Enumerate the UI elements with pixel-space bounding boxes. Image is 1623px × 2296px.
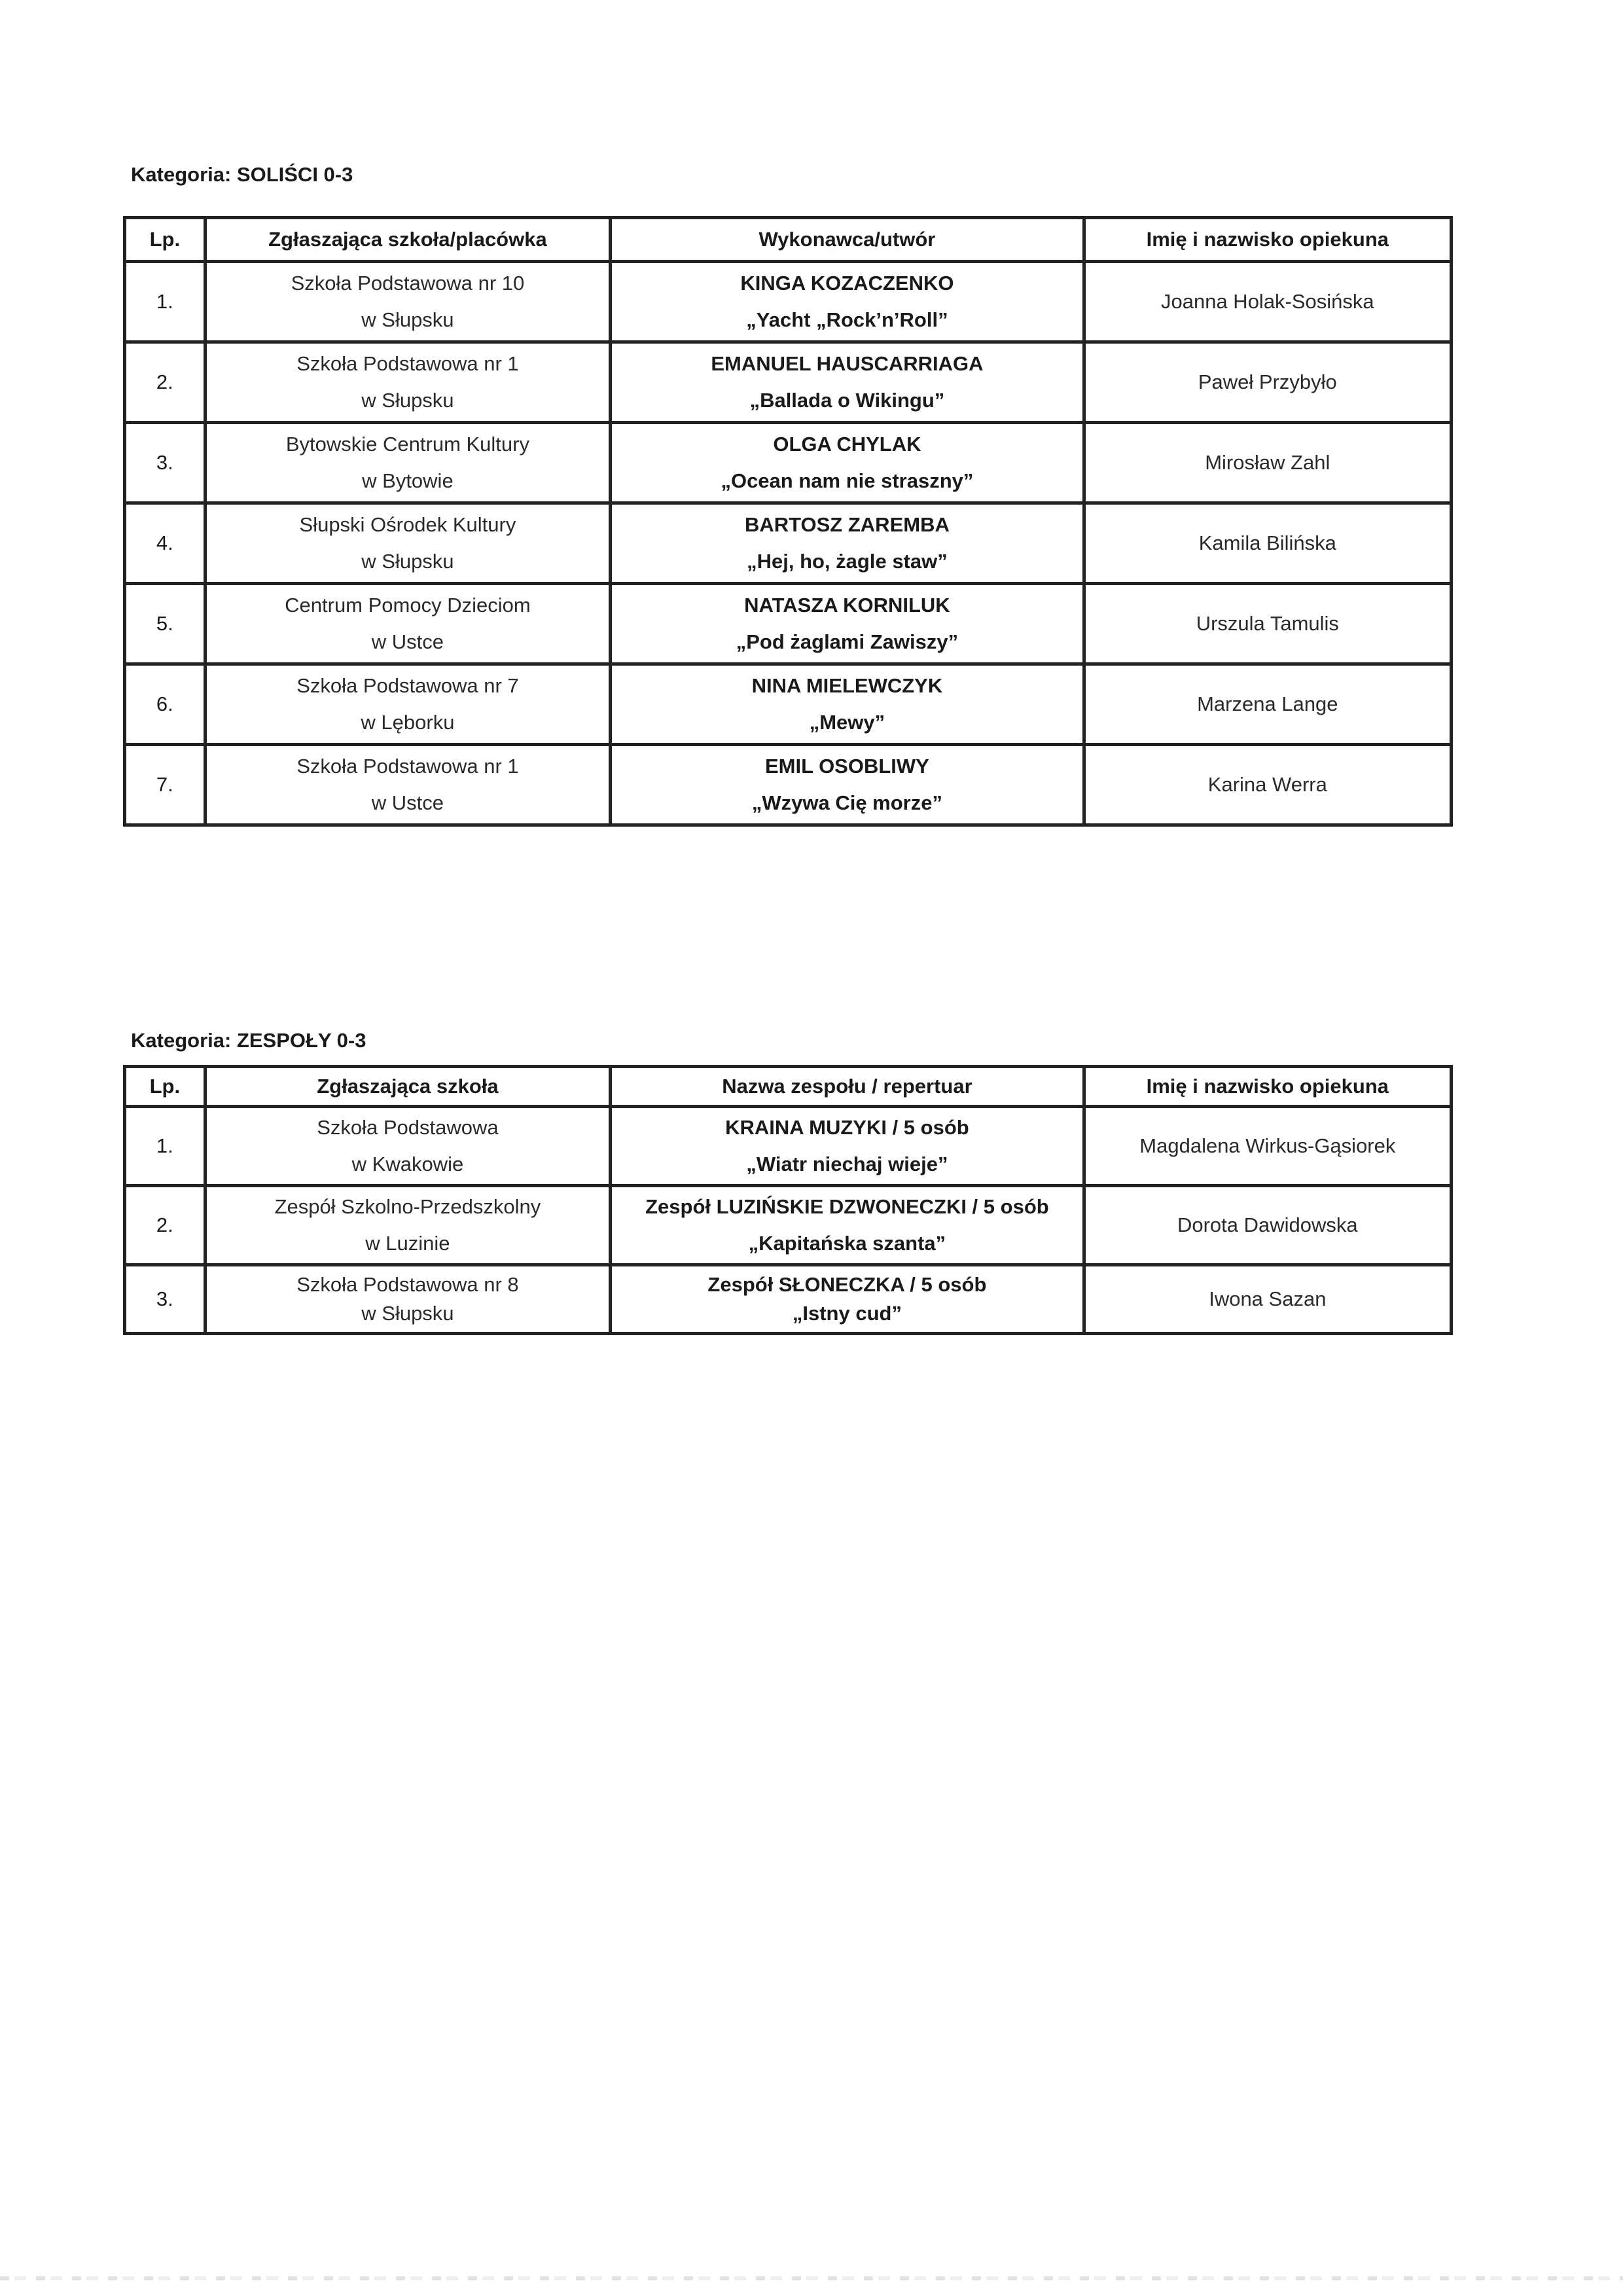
piece-title: „Istny cud”: [792, 1302, 902, 1325]
school-city: w Słupsku: [361, 550, 454, 573]
performer-cell: [611, 664, 1084, 745]
school-city: w Ustce: [371, 791, 444, 814]
row-number: 6.: [125, 664, 205, 745]
tutor-name: Kamila Bilińska: [1084, 503, 1451, 584]
school-name: Słupski Ośrodek Kultury: [299, 513, 516, 536]
tutor-name: Paweł Przybyło: [1084, 342, 1451, 423]
school-cell: [205, 262, 611, 342]
header-school: Zgłaszająca szkoła/placówka: [205, 218, 611, 262]
piece-title: „Kapitańska szanta”: [748, 1232, 946, 1255]
row-number: 2.: [125, 1186, 205, 1265]
table-row: [125, 1107, 1452, 1186]
school-city: w Luzinie: [365, 1232, 450, 1255]
performer-cell: [611, 503, 1084, 584]
tutor-name: Urszula Tamulis: [1084, 584, 1451, 664]
school-cell: [205, 342, 611, 423]
school-city: w Kwakowie: [351, 1153, 464, 1175]
tutor-name: Marzena Lange: [1084, 664, 1451, 745]
header-performer: Nazwa zespołu / repertuar: [611, 1067, 1084, 1107]
performer-cell: [611, 1186, 1084, 1265]
soloists-table: [123, 216, 1453, 827]
header-performer: Wykonawca/utwór: [611, 218, 1084, 262]
school-city: w Słupsku: [361, 308, 454, 331]
band-name: Zespół SŁONECZKA / 5 osób: [707, 1273, 987, 1296]
row-number: 7.: [125, 745, 205, 825]
school-name: Szkoła Podstawowa nr 10: [291, 272, 525, 295]
table-row: [125, 423, 1452, 503]
performer-cell: [611, 342, 1084, 423]
school-name: Bytowskie Centrum Kultury: [285, 433, 529, 456]
band-name: KRAINA MUZYKI / 5 osób: [725, 1116, 969, 1139]
performer-name: BARTOSZ ZAREMBA: [744, 513, 950, 536]
school-cell: [205, 423, 611, 503]
school-name: Szkoła Podstawowa: [317, 1116, 499, 1139]
performer-name: NINA MIELEWCZYK: [751, 674, 943, 697]
school-city: w Słupsku: [361, 389, 454, 412]
school-cell: [205, 1265, 611, 1334]
tutor-name: Dorota Dawidowska: [1084, 1186, 1451, 1265]
performer-cell: [611, 584, 1084, 664]
category-title-soloists: Kategoria: SOLIŚCI 0-3: [131, 163, 353, 186]
tutor-name: Magdalena Wirkus-Gąsiorek: [1084, 1107, 1451, 1186]
piece-title: „Ballada o Wikingu”: [749, 389, 945, 412]
band-name: Zespół LUZIŃSKIE DZWONECZKI / 5 osób: [645, 1195, 1049, 1218]
school-city: w Lęborku: [361, 711, 455, 734]
table-row: [125, 342, 1452, 423]
table-header-row: [125, 218, 1452, 262]
school-city: w Ustce: [371, 630, 444, 653]
header-tutor: Imię i nazwisko opiekuna: [1084, 1067, 1451, 1107]
header-lp: Lp.: [125, 1067, 205, 1107]
table-row: [125, 745, 1452, 825]
performer-cell: [611, 1265, 1084, 1334]
performer-cell: [611, 423, 1084, 503]
table-header-row: [125, 1067, 1452, 1107]
performer-name: KINGA KOZACZENKO: [740, 272, 954, 295]
row-number: 3.: [125, 423, 205, 503]
school-name: Szkoła Podstawowa nr 8: [296, 1273, 519, 1296]
bands-table: [123, 1065, 1453, 1335]
tutor-name: Joanna Holak-Sosińska: [1084, 262, 1451, 342]
row-number: 5.: [125, 584, 205, 664]
row-number: 3.: [125, 1265, 205, 1334]
piece-title: „Wzywa Cię morze”: [751, 791, 942, 814]
performer-name: EMIL OSOBLIWY: [764, 755, 929, 778]
school-name: Szkoła Podstawowa nr 1: [296, 755, 519, 778]
row-number: 2.: [125, 342, 205, 423]
performer-cell: [611, 745, 1084, 825]
performer-name: NATASZA KORNILUK: [744, 594, 950, 617]
piece-title: „Wiatr niechaj wieje”: [746, 1153, 948, 1175]
category-title-bands: Kategoria: ZESPOŁY 0-3: [131, 1029, 366, 1052]
school-cell: [205, 584, 611, 664]
scan-artifact-line: [0, 2276, 1623, 2280]
table-row: [125, 664, 1452, 745]
tutor-name: Karina Werra: [1084, 745, 1451, 825]
header-school: Zgłaszająca szkoła: [205, 1067, 611, 1107]
school-cell: [205, 664, 611, 745]
piece-title: „Hej, ho, żagle staw”: [747, 550, 948, 573]
performer-cell: [611, 1107, 1084, 1186]
header-lp: Lp.: [125, 218, 205, 262]
table-row: [125, 1265, 1452, 1334]
school-name: Szkoła Podstawowa nr 1: [296, 352, 519, 375]
school-city: w Słupsku: [361, 1302, 454, 1325]
table-row: [125, 1186, 1452, 1265]
tutor-name: Mirosław Zahl: [1084, 423, 1451, 503]
school-cell: [205, 1186, 611, 1265]
piece-title: „Pod żaglami Zawiszy”: [736, 630, 959, 653]
performer-name: OLGA CHYLAK: [773, 433, 921, 456]
school-cell: [205, 503, 611, 584]
piece-title: „Ocean nam nie straszny”: [721, 469, 974, 492]
table-row: [125, 584, 1452, 664]
piece-title: „Mewy”: [809, 711, 885, 734]
school-cell: [205, 745, 611, 825]
row-number: 4.: [125, 503, 205, 584]
performer-name: EMANUEL HAUSCARRIAGA: [711, 352, 984, 375]
row-number: 1.: [125, 1107, 205, 1186]
school-name: Centrum Pomocy Dzieciom: [285, 594, 531, 617]
row-number: 1.: [125, 262, 205, 342]
header-tutor: Imię i nazwisko opiekuna: [1084, 218, 1451, 262]
performer-cell: [611, 262, 1084, 342]
piece-title: „Yacht „Rock’n’Roll”: [746, 308, 948, 331]
table-row: [125, 262, 1452, 342]
school-name: Szkoła Podstawowa nr 7: [296, 674, 519, 697]
tutor-name: Iwona Sazan: [1084, 1265, 1451, 1334]
table-row: [125, 503, 1452, 584]
school-name: Zespół Szkolno-Przedszkolny: [274, 1195, 541, 1218]
school-city: w Bytowie: [362, 469, 454, 492]
school-cell: [205, 1107, 611, 1186]
